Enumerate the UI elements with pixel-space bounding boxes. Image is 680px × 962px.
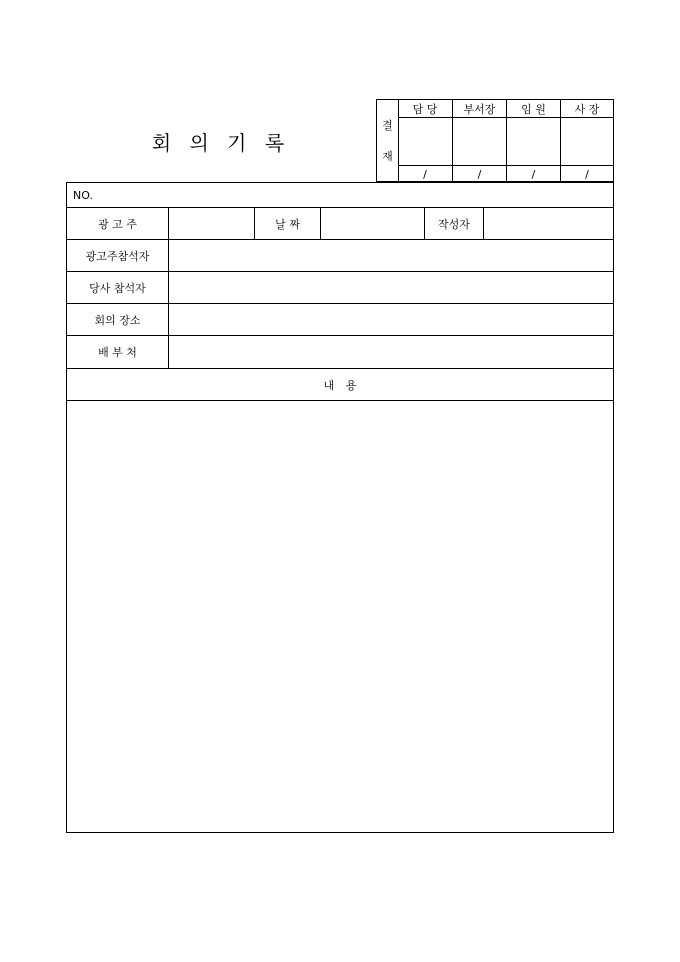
- approval-date-manager[interactable]: /: [477, 168, 482, 181]
- approval-col-manager: [452, 100, 506, 181]
- approval-col-executive: [506, 100, 560, 181]
- content-label: 내 용: [323, 378, 357, 392]
- approval-sign-staff[interactable]: [398, 118, 452, 166]
- content-area[interactable]: [67, 401, 613, 832]
- meeting-form: [66, 182, 614, 833]
- author-field[interactable]: [484, 208, 613, 239]
- approval-label-top: 결: [382, 119, 393, 133]
- distribution-field[interactable]: [169, 336, 613, 368]
- our-attendees-field[interactable]: [169, 272, 613, 303]
- approval-col-staff: [398, 100, 452, 181]
- our-attendees-label: 당사 참석자: [89, 281, 146, 295]
- approval-label-bottom: 재: [382, 149, 393, 163]
- approval-col-president: [560, 100, 613, 181]
- approval-header-staff: 담 당: [398, 100, 452, 118]
- approval-sign-manager[interactable]: [453, 118, 506, 166]
- date-label: 날 짜: [275, 217, 300, 231]
- advertiser-attendees-label: 광고주참석자: [85, 249, 150, 263]
- advertiser-attendees-field[interactable]: [169, 240, 613, 271]
- approval-date-executive[interactable]: /: [531, 168, 536, 181]
- advertiser-label: 광 고 주: [98, 217, 137, 231]
- approval-sign-president[interactable]: [561, 118, 613, 166]
- meeting-place-field[interactable]: [169, 304, 613, 335]
- author-label: 작성자: [438, 217, 470, 231]
- approval-header-executive: 임 원: [507, 100, 560, 118]
- approval-label: [377, 100, 399, 181]
- approval-header-manager: 부서장: [453, 100, 506, 118]
- meeting-place-label: 회의 장소: [94, 313, 141, 327]
- approval-date-president[interactable]: /: [585, 168, 589, 181]
- page-title: 회 의 기 록: [151, 130, 291, 155]
- approval-header-president: 사 장: [561, 100, 613, 118]
- approval-sign-executive[interactable]: [507, 118, 560, 166]
- approval-date-staff[interactable]: /: [423, 168, 427, 181]
- advertiser-field[interactable]: [169, 208, 254, 239]
- distribution-label: 배 부 처: [98, 346, 137, 359]
- approval-box: [376, 99, 614, 182]
- no-field[interactable]: [107, 183, 607, 207]
- no-label: NO.: [73, 188, 93, 202]
- date-field[interactable]: [321, 208, 424, 239]
